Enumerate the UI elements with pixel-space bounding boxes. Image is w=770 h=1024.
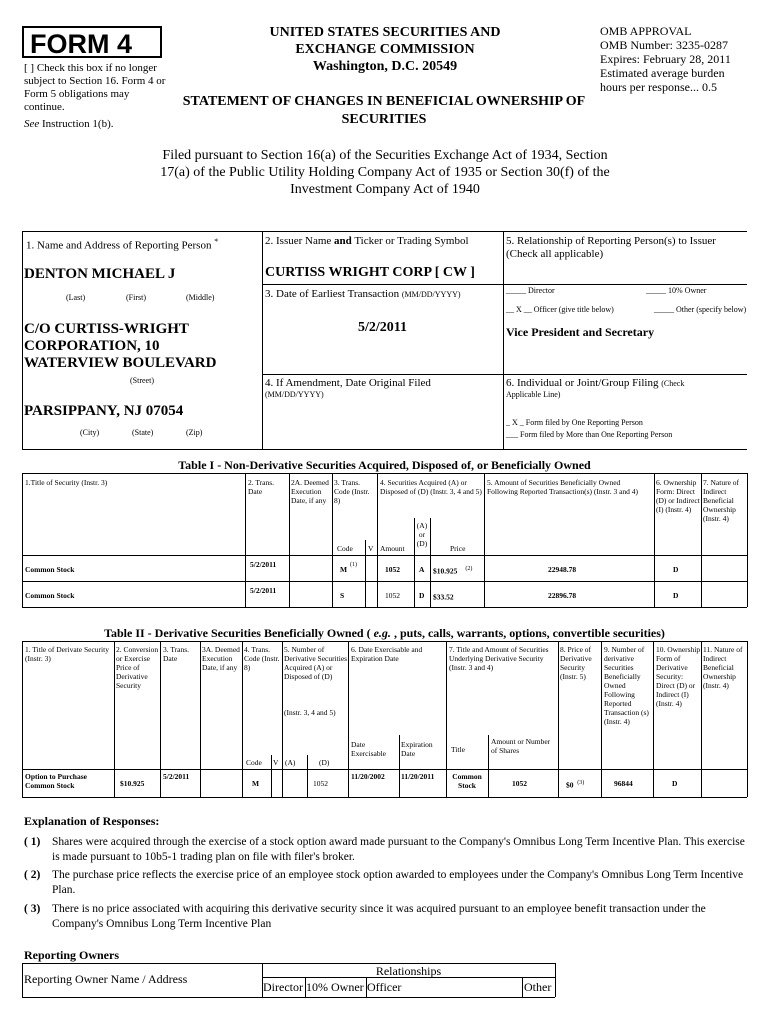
filing-label: 6. Individual or Joint/Group Filing (Check bbox=[506, 377, 685, 389]
t2-sub-exercisable: Date Exercisable bbox=[351, 740, 386, 758]
t1-header-form: 6. Ownership Form: Direct (D) or Indirect (I) (Instr. 4) bbox=[656, 478, 700, 514]
t1-header-title: 1.Title of Security (Instr. 3) bbox=[25, 478, 108, 487]
filing-one-person: _ X _ Form filed by One Reporting Person bbox=[506, 418, 643, 427]
zip-label: (Zip) bbox=[186, 428, 203, 437]
t1-row-price: $10.925 $^{(2)}$ bbox=[433, 566, 473, 576]
owners-heading: Reporting Owners bbox=[24, 948, 119, 962]
director-option: _____ Director bbox=[506, 286, 555, 295]
explanation-heading: Explanation of Responses: bbox=[24, 814, 160, 828]
amendment-format: (MM/DD/YYYY) bbox=[265, 390, 324, 399]
t2-header-deemed: 3A. Deemed Execution Date, if any bbox=[202, 645, 240, 672]
t1-header-deemed: 2A. Deemed Execution Date, if any bbox=[291, 478, 329, 505]
t1-row-amount: 1052 bbox=[385, 591, 400, 600]
other-option: _____ Other (specify below) bbox=[654, 305, 747, 314]
reporting-person-label: 1. Name and Address of Reporting Person * bbox=[26, 237, 219, 252]
t1-row-code-footnote: (1) bbox=[350, 562, 357, 568]
t2-header-conversion: 2. Conversion or Exercise Price of Derivative Security bbox=[116, 645, 159, 690]
owners-col-ten-pct: 10% Owner bbox=[306, 980, 364, 994]
checkbox-note: [ ] Check this box if no longer subject to Section 16. Form 4 or Form 5 obligations may continue. bbox=[24, 62, 166, 113]
t2-sub-v: V bbox=[273, 758, 279, 767]
t2-header-date: 3. Trans. Date bbox=[163, 645, 190, 663]
t2-sub-amount: Amount or Number of Shares bbox=[491, 737, 551, 755]
explanation-note bbox=[24, 835, 750, 865]
statement-title: STATEMENT OF CHANGES IN BENEFICIAL OWNERSHIP OF SECURITIES bbox=[182, 94, 586, 127]
t1-sub-v: V bbox=[368, 544, 374, 553]
t1-sub-code: Code bbox=[337, 544, 353, 553]
t2-header-exercisable: 6. Date Exercisable and Expiration Date bbox=[351, 645, 423, 663]
table2-title: Table II - Derivative Securities Beneficially Owned ( e.g. , puts, calls, warrants, options, convertible securities) bbox=[104, 626, 665, 640]
t2-row-underlying-amount: 1052 bbox=[512, 779, 527, 788]
t1-header-code: 3. Trans. Code (Instr. 8) bbox=[334, 478, 370, 505]
city-state-zip: PARSIPPANY, NJ 07054 bbox=[24, 403, 184, 419]
t2-header-code: 4. Trans. Code (Instr. 8) bbox=[244, 645, 280, 672]
ten-pct-option: _____ 10% Owner bbox=[646, 286, 707, 295]
t1-row-date: 5/2/2011 bbox=[250, 586, 277, 595]
t2-header-number-instr: (Instr. 3, 4 and 5) bbox=[284, 708, 336, 717]
earliest-date: 5/2/2011 bbox=[357, 320, 407, 335]
t1-row-form: D bbox=[673, 591, 679, 600]
form-title: FORM 4 bbox=[22, 26, 162, 58]
t1-row-owned: 22948.78 bbox=[548, 565, 577, 574]
relationship-label: 5. Relationship of Reporting Person(s) to Issuer (Check all applicable) bbox=[506, 235, 716, 260]
t1-row-code: S bbox=[340, 591, 345, 600]
note-text: There is no price associated with acquiring this derivative security since it was acquired pursuant to an employee benefit transaction under the Company's Omnibus Long Term Incentive Plan bbox=[52, 903, 706, 930]
t2-row-price: $0 $^{(3)}$ bbox=[566, 780, 585, 790]
note-text: Shares were acquired through the exercise of a stock option award made pursuant to the Company's Omnibus Long Term Incentive Plan. This exercise is made pursuant to 10b5-1 trading plan on file with filer's broker. bbox=[52, 836, 745, 863]
t1-row-ad: D bbox=[419, 591, 425, 600]
owners-col-officer: Officer bbox=[367, 980, 402, 994]
note-number: ( 1) bbox=[24, 836, 41, 848]
t2-header-owned: 9. Number of derivative Securities Beneficially Owned Following Reported Transaction (s) (Instr. 4) bbox=[604, 645, 649, 726]
reporting-person-name: DENTON MICHAEL J bbox=[24, 266, 176, 282]
agency-location: Washington, D.C. 20549 bbox=[312, 59, 458, 74]
owners-col-name: Reporting Owner Name / Address bbox=[24, 972, 188, 986]
t2-header-number: 5. Number of Derivative Securities Acquired (A) or Disposed of (D) bbox=[284, 645, 348, 681]
first-label: (First) bbox=[126, 293, 146, 302]
t1-row-ad: A bbox=[419, 565, 425, 574]
t1-row-amount: 1052 bbox=[385, 565, 400, 574]
t2-header-price: 8. Price of Derivative Security (Instr. 5) bbox=[560, 645, 592, 681]
t2-sub-a: (A) bbox=[285, 758, 296, 767]
issuer-label: 2. Issuer Name and Ticker or Trading Symbol bbox=[265, 235, 469, 247]
t1-sub-ad: (A) or (D) bbox=[416, 521, 428, 548]
t1-row-form: D bbox=[673, 565, 679, 574]
agency-name: UNITED STATES SECURITIES AND EXCHANGE COMMISSION bbox=[269, 25, 501, 57]
t2-sub-expiration: Expiration Date bbox=[401, 740, 433, 758]
t1-header-owned: 5. Amount of Securities Beneficially Owned Following Reported Transaction(s) (Instr. 3 and 4) bbox=[487, 478, 639, 496]
explanation-note bbox=[24, 902, 750, 932]
t2-header-title: 1. Title of Derivate Security (Instr. 3) bbox=[25, 645, 109, 663]
t2-row-conversion: $10.925 bbox=[120, 779, 145, 788]
street-label: (Street) bbox=[130, 376, 154, 385]
note-number: ( 3) bbox=[24, 903, 41, 915]
owners-col-relationships: Relationships bbox=[375, 964, 442, 978]
filing-label-sub: Applicable Line) bbox=[506, 390, 561, 399]
see-instruction: See Instruction 1(b). bbox=[24, 118, 114, 130]
t2-row-exercisable: 11/20/2002 bbox=[351, 772, 385, 781]
issuer-name: CURTISS WRIGHT CORP [ CW ] bbox=[265, 265, 475, 280]
note-number: ( 2) bbox=[24, 869, 41, 881]
t2-row-disposed: 1052 bbox=[313, 779, 328, 788]
street-address: C/O CURTISS-WRIGHT CORPORATION, 10 WATERVIEW BOULEVARD bbox=[24, 321, 217, 371]
t2-row-date: 5/2/2011 bbox=[163, 772, 190, 781]
officer-title: Vice President and Secretary bbox=[506, 325, 655, 339]
t2-row-title: Option to Purchase Common Stock bbox=[25, 772, 87, 790]
t2-sub-d: (D) bbox=[319, 758, 330, 767]
officer-option: __ X __ Officer (give title below) bbox=[506, 305, 614, 314]
t2-header-underlying: 7. Title and Amount of Securities Underlying Derivative Security (Instr. 3 and 4) bbox=[449, 645, 549, 672]
state-label: (State) bbox=[132, 428, 154, 437]
t1-row-title: Common Stock bbox=[25, 591, 75, 600]
t1-sub-price: Price bbox=[450, 544, 466, 553]
t2-row-code: M bbox=[252, 779, 260, 788]
t1-row-title: Common Stock bbox=[25, 565, 75, 574]
t1-header-nature: 7. Nature of Indirect Beneficial Ownership (Instr. 4) bbox=[703, 478, 740, 523]
omb-approval: OMB APPROVAL OMB Number: 3235-0287 Expires: February 28, 2011 Estimated average burden hours per response... 0.5 bbox=[600, 24, 731, 94]
t2-sub-title: Title bbox=[451, 745, 465, 754]
table1-title: Table I - Non-Derivative Securities Acquired, Disposed of, or Beneficially Owned bbox=[178, 458, 591, 472]
t2-row-form: D bbox=[672, 779, 678, 788]
filed-pursuant: Filed pursuant to Section 16(a) of the Securities Exchange Act of 1934, Section 17(a) of the Public Utility Holding Company Act of 1935 or Section 30(f) of the Investment Company Act of 1940 bbox=[160, 148, 610, 197]
owners-col-other: Other bbox=[524, 980, 552, 994]
t2-header-nature: 11. Nature of Indirect Beneficial Ownership (Instr. 4) bbox=[703, 645, 743, 690]
middle-label: (Middle) bbox=[186, 293, 215, 302]
t2-header-form: 10. Ownership Form of Derivative Security: Direct (D) or Indirect (I) (Instr. 4) bbox=[656, 645, 701, 708]
t1-header-acquired: 4. Securities Acquired (A) or Disposed of (D) (Instr. 3, 4 and 5) bbox=[380, 478, 482, 496]
t2-row-owned: 96844 bbox=[614, 779, 633, 788]
t1-row-price: $33.52 bbox=[433, 592, 454, 602]
t1-row-code: M bbox=[340, 565, 348, 574]
earliest-date-label: 3. Date of Earliest Transaction (MM/DD/YYYY) bbox=[265, 288, 461, 300]
t1-row-owned: 22896.78 bbox=[548, 591, 577, 600]
t2-row-underlying-title: Common Stock bbox=[452, 772, 482, 790]
t1-row-date: 5/2/2011 bbox=[250, 560, 277, 569]
city-label: (City) bbox=[80, 428, 100, 437]
t2-row-expiration: 11/20/2011 bbox=[401, 772, 435, 781]
note-text: The purchase price reflects the exercise price of an employee stock option awarded to employees under the Company's Omnibus Long Term Incentive Plan. bbox=[52, 869, 744, 896]
owners-col-director: Director bbox=[263, 980, 303, 994]
last-label: (Last) bbox=[66, 293, 86, 302]
t2-sub-code: Code bbox=[246, 758, 262, 767]
t1-sub-amount: Amount bbox=[380, 544, 405, 553]
t1-header-date: 2. Trans. Date bbox=[248, 478, 275, 496]
amendment-label: 4. If Amendment, Date Original Filed bbox=[265, 377, 431, 389]
explanation-note bbox=[24, 868, 750, 898]
filing-more-persons: ___ Form filed by More than One Reporting Person bbox=[506, 430, 673, 439]
